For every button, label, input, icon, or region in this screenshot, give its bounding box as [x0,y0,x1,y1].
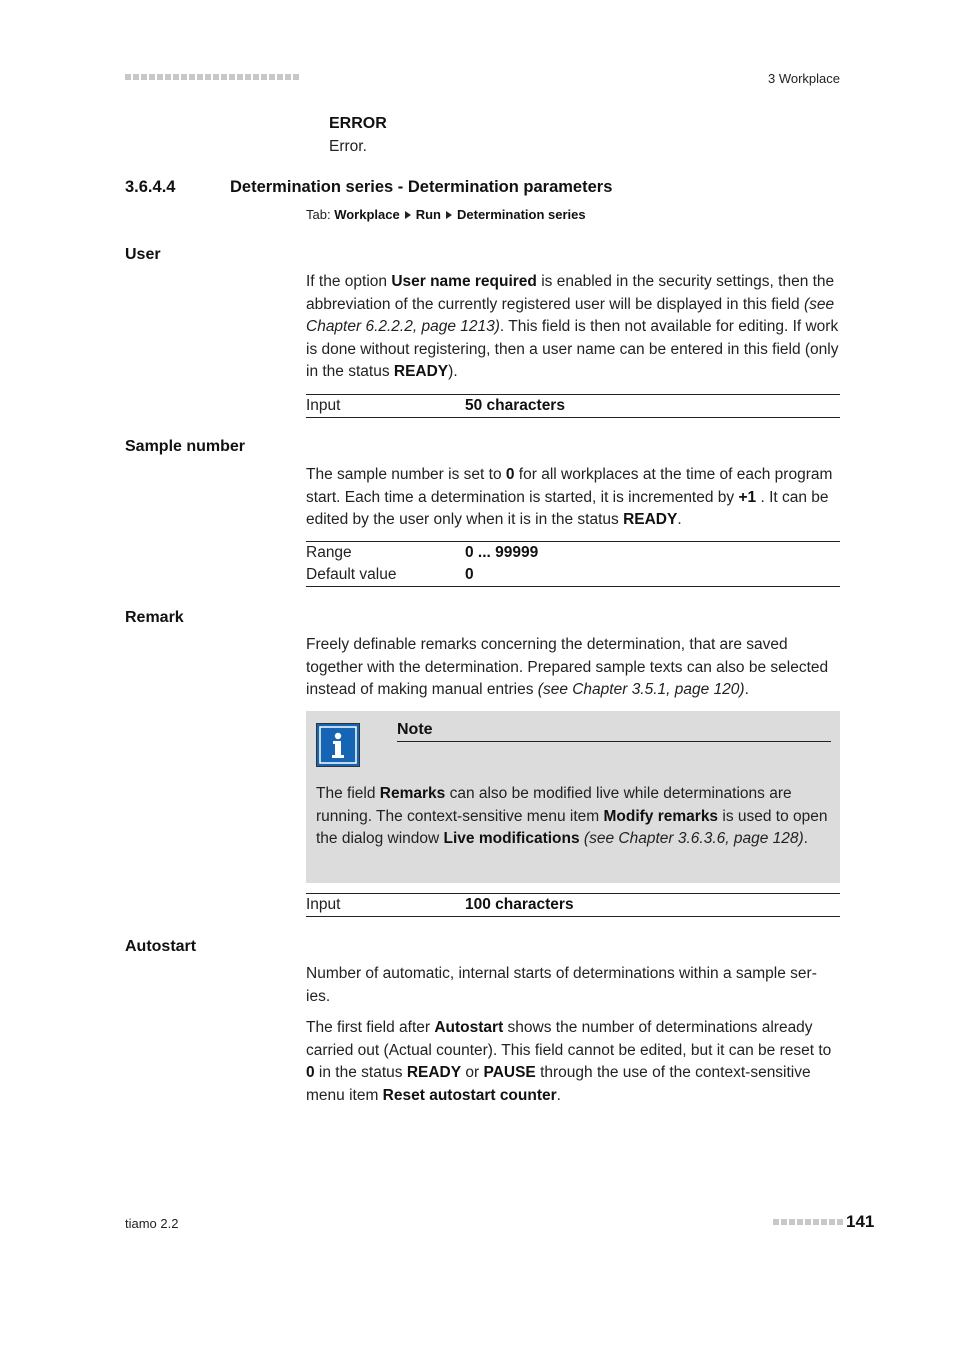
prop-row [306,395,840,417]
prop-value: 100 characters [465,896,574,913]
info-icon [316,723,360,767]
sample-label: Sample number [125,438,246,455]
user-label: User [125,246,161,263]
section-title: Determination series - Determination parameters [230,178,613,196]
note-text: The field Remarks can also be modified live while determinations are running. The context-sensitive menu item Modify remarks is used to open the dialog window Live modifications (see Chapter 3.6.3.6, page 128). [316,785,828,847]
page-number: 141 [846,1212,875,1231]
note-box [306,711,840,883]
remark-description: Freely definable remarks concerning the determination, that are saved together with the determination. Prepared sample texts can also be selected instead of making manual entries (see Chapter 3.5.1, page 120). [306,636,829,698]
sample-props [306,541,840,587]
autostart-description: Number of automatic, internal starts of determinations within a sample ser- ies. The first field after Autostart shows the number of determinations already carried out (Actual counter). This field cannot be edited, but it can be reset to 0 in the status READY or PAUSE through the use of the context-sensitive menu item Reset autostart counter. [306,965,832,1104]
prop-row [306,542,840,564]
remark-label: Remark [125,609,184,626]
prop-key: Input [306,896,341,913]
prop-key: Range [306,544,352,561]
tab-prefix: Tab: [306,207,331,222]
arrow-right-icon [446,211,452,219]
prop-value: 50 characters [465,397,565,414]
arrow-right-icon [405,211,411,219]
tab-path-3: Determination series [457,207,586,222]
prop-value: 0 [465,566,474,583]
autostart-label: Autostart [125,938,197,955]
note-title: Note [397,721,831,742]
footer-decoration [773,1219,843,1225]
header-decoration [125,74,299,82]
prop-key: Input [306,397,341,414]
error-desc: Error. [329,138,367,155]
prop-row [306,894,840,916]
user-props [306,394,840,418]
error-title: ERROR [329,115,387,132]
header-chapter: 3 Workplace [767,71,840,86]
footer-product: tiamo 2.2 [125,1216,179,1231]
user-description: If the option User name required is enabled in the security settings, then the abbreviation of the currently registered user will be displayed in this field (see Chapter 6.2.2.2, page 1213). This field is then not available for editing. If work is done without registering, then a user name can be entered in this field (only in the status READY). [306,273,839,380]
sample-description: The sample number is set to 0 for all workplaces at the time of each program start. Each time a determination is started, it is incremented by +1 . It can be edited by the user only when it is in the status READY. [306,466,833,528]
remark-props [306,893,840,917]
prop-value: 0 ... 99999 [465,544,539,561]
section-number: 3.6.4.4 [125,178,176,196]
prop-key: Default value [306,566,397,583]
tab-path-1: Workplace [334,207,400,222]
tab-path-2: Run [415,207,441,222]
tab-path [306,207,586,222]
prop-row [306,564,840,586]
